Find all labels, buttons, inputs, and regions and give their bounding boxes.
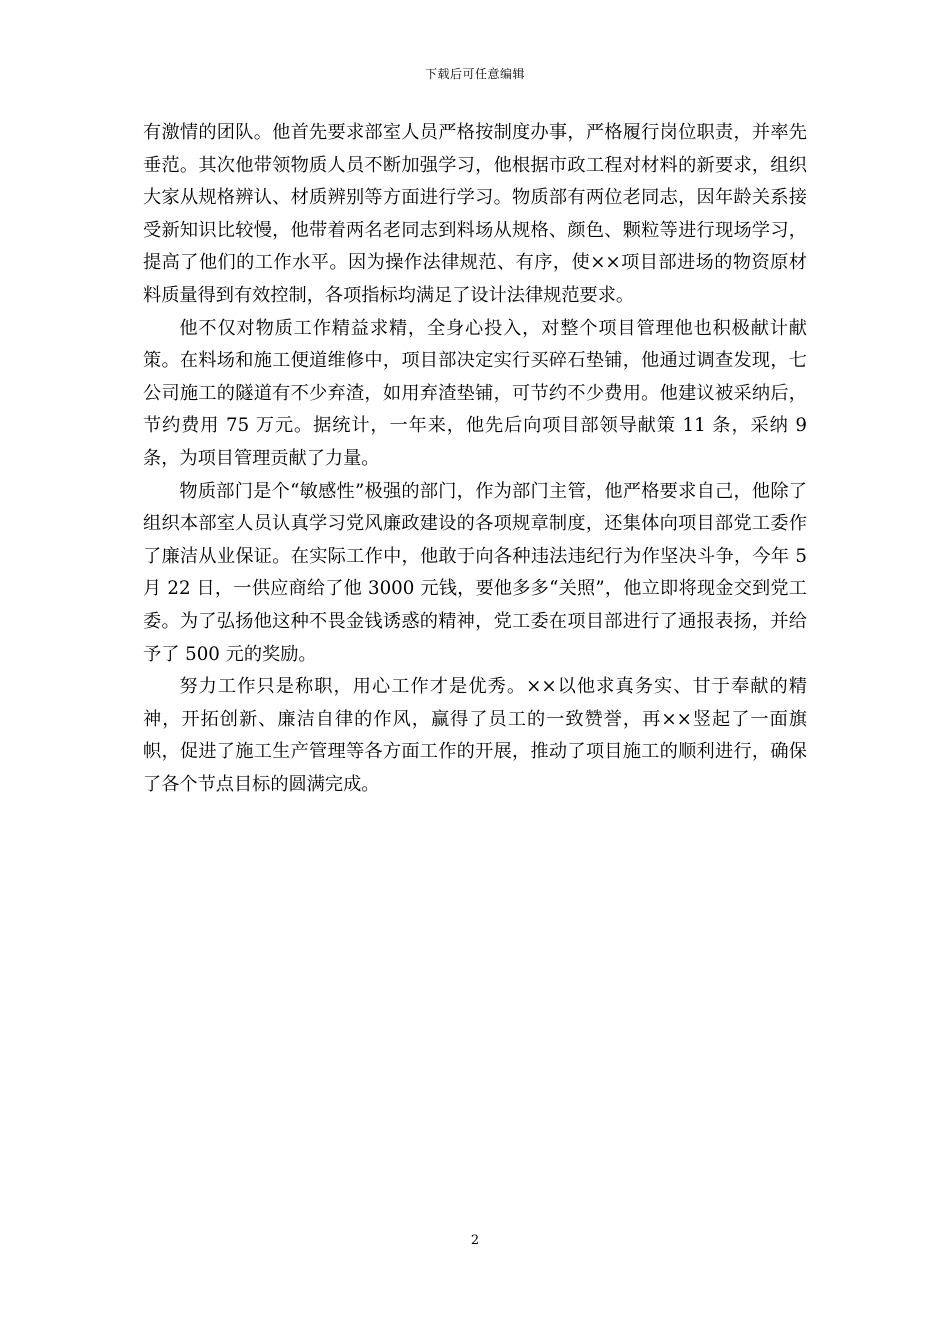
paragraph: 他不仅对物质工作精益求精，全身心投入，对整个项目管理他也积极献计献策。在料场和施工便道维修中，项目部决定实行买碎石垫铺，他通过调查发现，七公司施工的隧道有不少弃渣，如用弃渣垫铺，可节约不少费用。他建议被采纳后，节约费用 75 万元。据统计，一年来，他先后向项目部领导献策 11 条，采纳 9 条，为项目管理贡献了力量。 xyxy=(143,317,807,469)
paragraph: 物质部门是个“敏感性”极强的部门，作为部门主管，他严格要求自己，他除了组织本部室人员认真学习党风廉政建设的各项规章制度，还集体向项目部党工委作了廉洁从业保证。在实际工作中，他敢于向各种违法违纪行为作坚决斗争，今年 5 月 22 日，一供应商给了他 3000 元钱，要他多多“关照”，他立即将现金交到党工委。为了弘扬他这种不畏金钱诱惑的精神，党工委在项目部进行了通报表扬，并给予了 500 元的奖励。 xyxy=(143,480,807,665)
paragraph-continued: 有激情的团队。他首先要求部室人员严格按制度办事，严格履行岗位职责，并率先垂范。其次他带领物质人员不断加强学习，他根据市政工程对材料的新要求，组织大家从规格辨认、材质辨别等方面进行学习。物质部有两位老同志，因年龄关系接受新知识比较慢，他带着两名老同志到料场从规格、颜色、颗粒等进行现场学习，提高了他们的工作水平。因为操作法律规范、有序，使××项目部进场的物资原材料质量得到有效控制，各项指标均满足了设计法律规范要求。 xyxy=(143,122,807,306)
page-number: 2 xyxy=(470,1233,480,1248)
paragraph: 努力工作只是称职，用心工作才是优秀。××以他求真务实、甘于奉献的精神，开拓创新、廉洁自律的作风，赢得了员工的一致赞誉，再××竖起了一面旗帜，促进了施工生产管理等各方面工作的开展，推动了项目施工的顺利进行，确保了各个节点目标的圆满完成。 xyxy=(143,676,807,795)
document-body xyxy=(143,117,807,801)
page-header: 下载后可任意编辑 xyxy=(424,67,525,81)
